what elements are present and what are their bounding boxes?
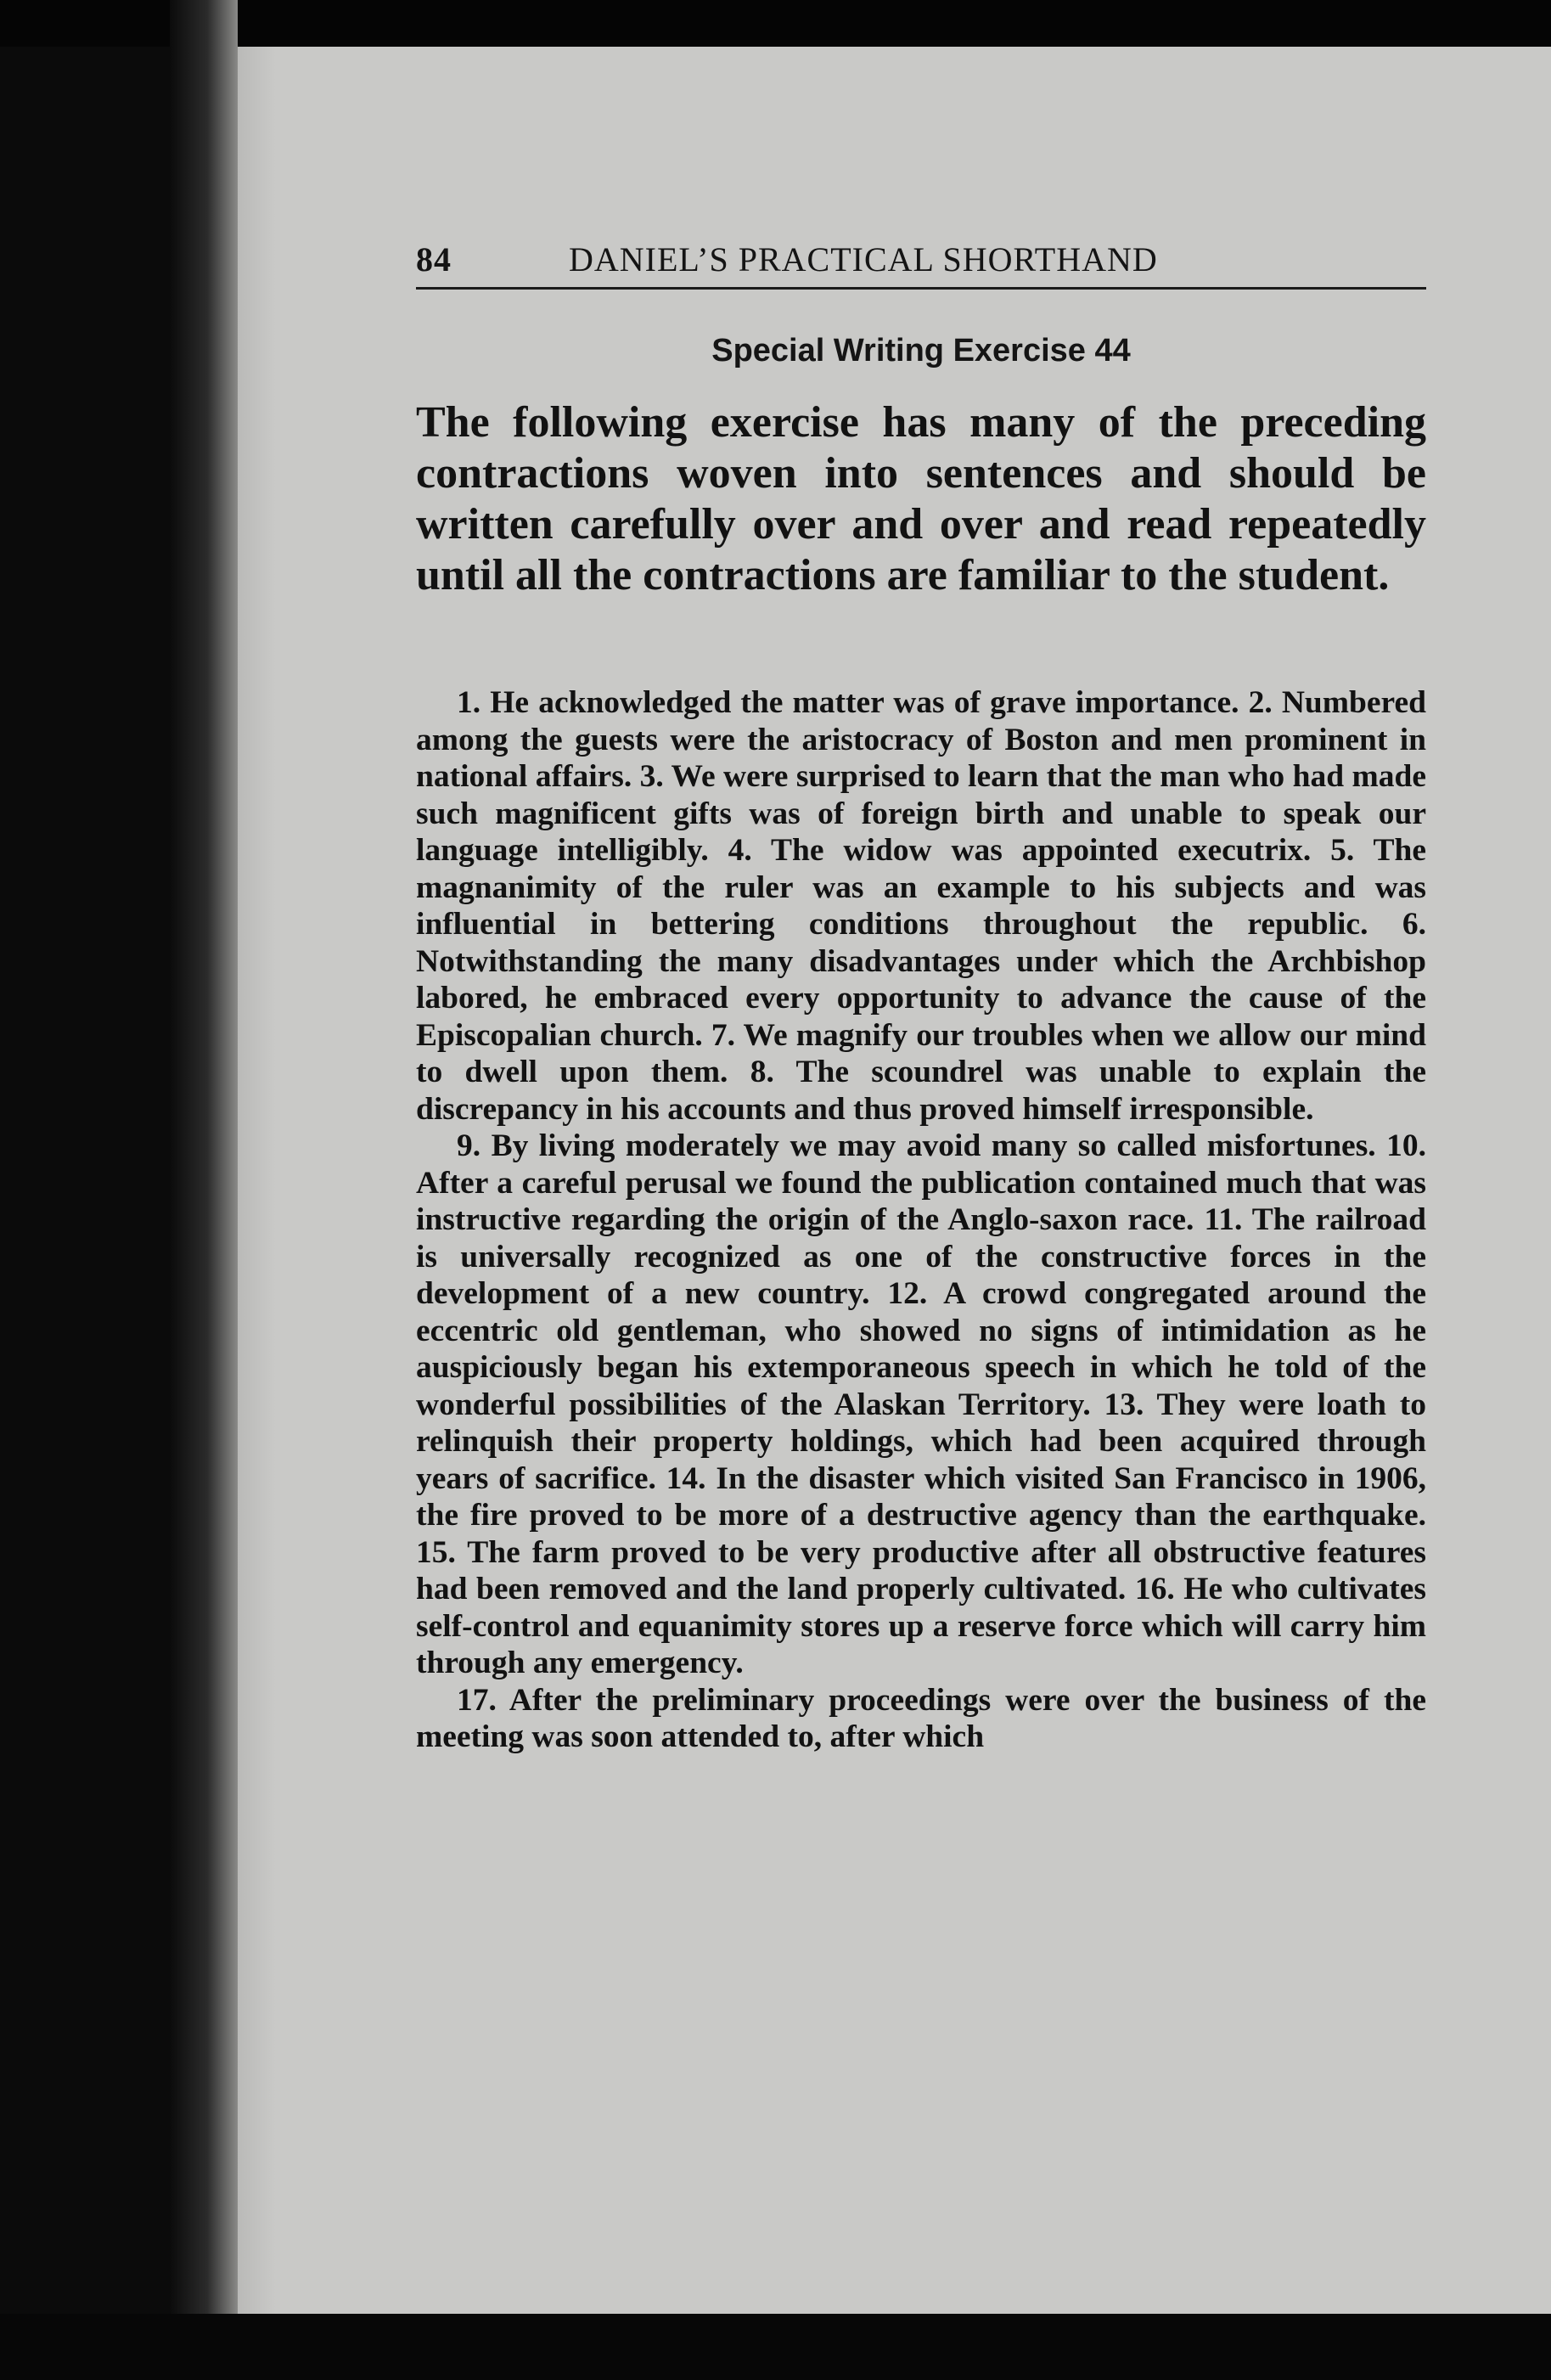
sentences-paragraph: 17. After the preliminary proceedings were over the business of the meeting was soon attended to, after which (416, 1682, 1426, 1754)
exercise-sentences (416, 684, 1426, 1756)
exercise-title: Special Writing Exercise 44 (711, 333, 1131, 369)
sentences-paragraph: 1. He acknowledged the matter was of grave importance. 2. Numbered among the guests were the aristocracy of Boston and men prominent in national affairs. 3. We were surprised to learn that the man who had made such magnificent gifts was of foreign birth and unable to speak our language intelligibly. 4. The widow was appointed executrix. 5. The magnanimity of the ruler was an example to his subjects and was influential in bettering conditions throughout the republic. 6. Notwithstanding the many disadvantages under which the Archbishop labored, he embraced every opportunity to advance the cause of the Episcopalian church. 7. We magnify our troubles when we allow our mind to dwell upon them. 8. The scoundrel was unable to explain the discrepancy in his accounts and thus proved himself irresponsible. (416, 685, 1426, 1127)
scan-bottom-border (0, 2314, 1551, 2380)
exercise-intro: The following exercise has many of the preceding contractions woven into sentences and should be written carefully over and over and read repeatedly until all the contractions are familiar to the student. (416, 398, 1426, 599)
running-title: DANIEL’S PRACTICAL SHORTHAND (569, 240, 1158, 279)
binding-gutter (170, 0, 238, 2380)
running-head (416, 239, 1426, 290)
sentences-paragraph: 9. By living moderately we may avoid many so called misfortunes. 10. After a careful perusal we found the publication contained much that was instructive regarding the origin of the Anglo-saxon race. 11. The railroad is universally recognized as one of the constructive forces in the development of a new country. 12. A crowd congregated around the eccentric old gentleman, who showed no signs of intimidation as he auspiciously began his extemporaneous speech in which he told of the wonderful possibilities of the Alaskan Territory. 13. They were loath to relinquish their property holdings, which had been acquired through years of sacrifice. 14. In the disaster which visited San Francisco in 1906, the fire proved to be more of a destructive agency than the earthquake. 15. The farm proved to be very productive after all obstructive features had been removed and the land properly cultivated. 16. He who cultivates self-control and equanimity stores up a reserve force which will carry him through any emergency. (416, 1128, 1426, 1680)
page-number: 84 (416, 240, 452, 279)
